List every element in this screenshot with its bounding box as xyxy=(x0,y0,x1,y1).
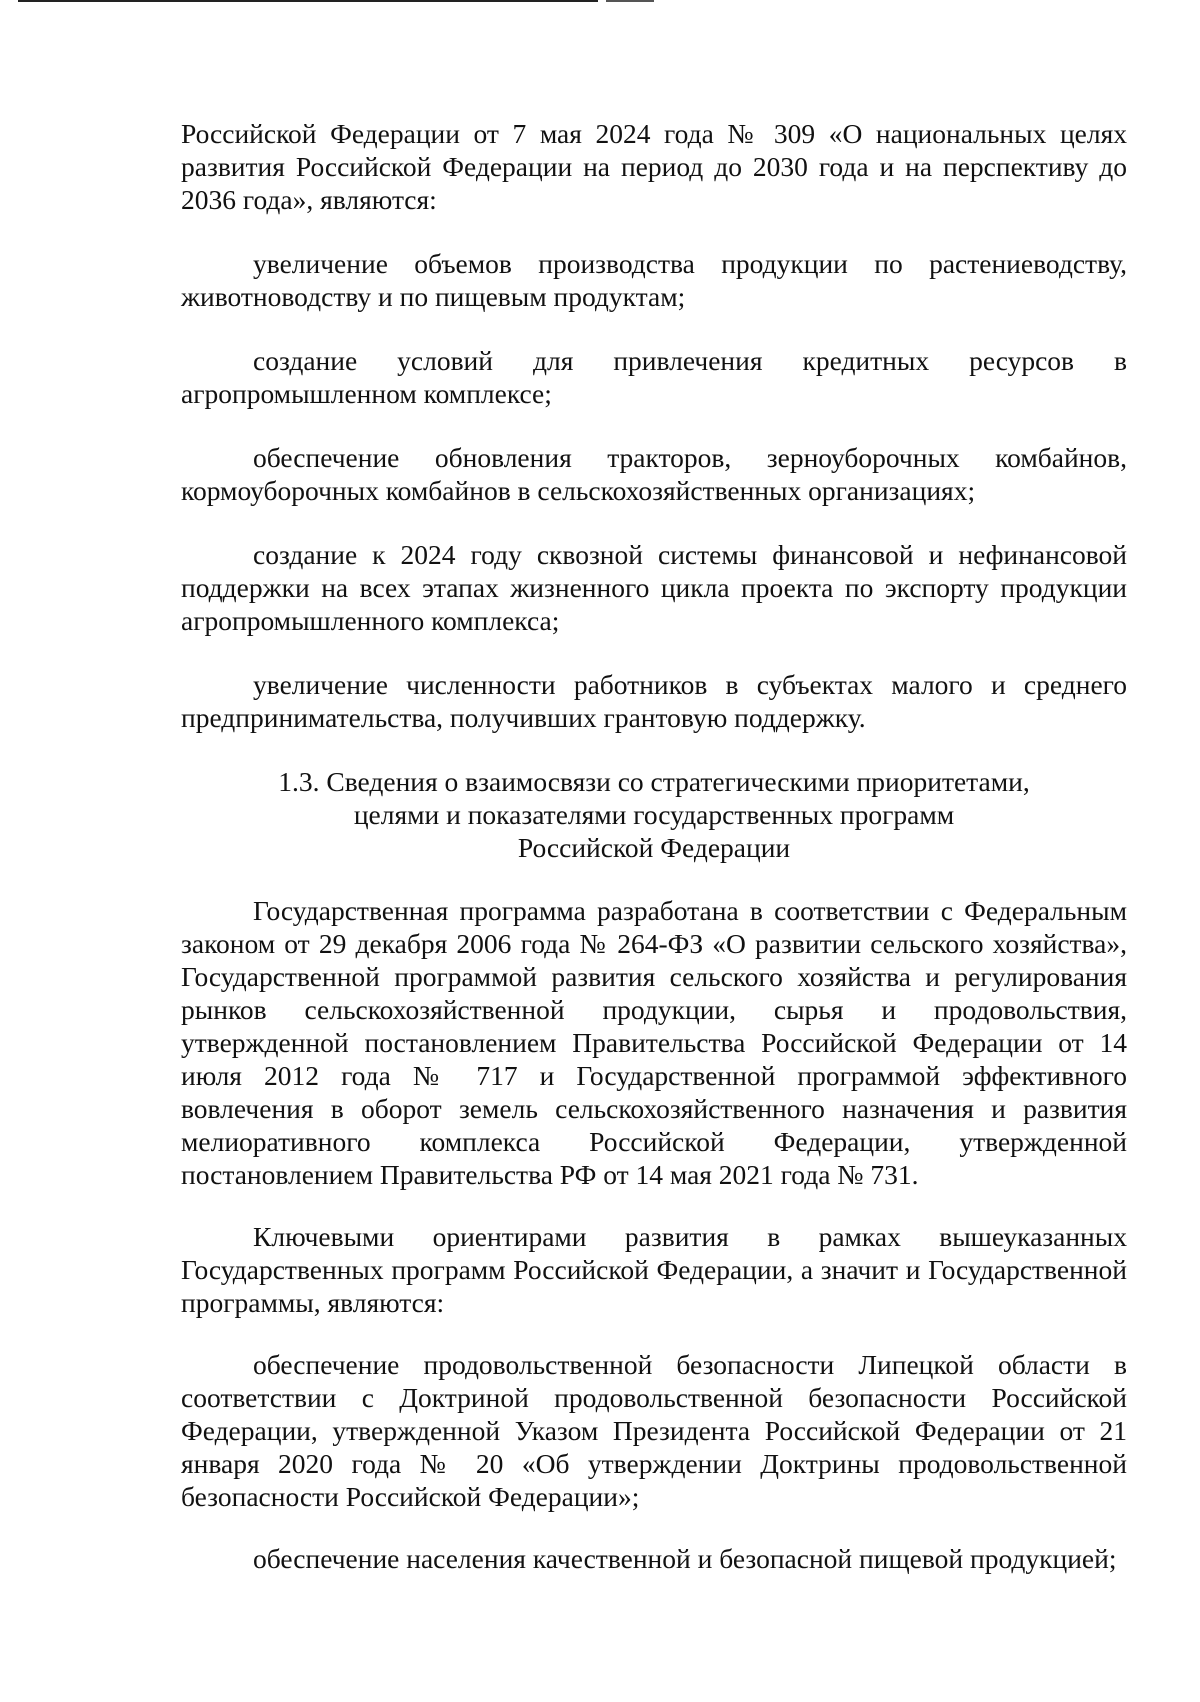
list-item: обеспечение населения качественной и безопасной пищевой продукцией; xyxy=(253,1543,1117,1574)
paragraph-line: Российской Федерации от 7 мая 2024 года № 309 «О национальных целях xyxy=(181,118,1127,149)
paragraph: Ключевыми ориентирами развития в рамках вышеуказанных Государственных программ Российской Федерации, а значит и Государственной программы, являются: xyxy=(181,1221,1127,1318)
paragraph-continuation xyxy=(181,117,1127,216)
list-item: увеличение численности работников в субъектах малого и среднего предпринимательства, получивших грантовую поддержку. xyxy=(181,669,1127,733)
list-item: создание к 2024 году сквозной системы финансовой и нефинансовой поддержки на всех этапах жизненного цикла проекта по экспорту продукции агропромышленного комплекса; xyxy=(181,539,1127,636)
section-heading-line: 1.3. Сведения о взаимосвязи со стратегическими приоритетами, xyxy=(278,766,1030,797)
list-item: создание условий для привлечения кредитных ресурсов в агропромышленном комплексе; xyxy=(181,345,1127,409)
list-item: обеспечение продовольственной безопасности Липецкой области в соответствии с Доктриной продовольственной безопасности Российской Федерации, утвержденной Указом Президента Российской Федерации от 21 января 2020 года № 20 «Об утверждении Доктрины продовольственной безопасности Российской Федерации»; xyxy=(181,1349,1127,1512)
scan-edge-line-short xyxy=(606,0,654,2)
document-body xyxy=(181,117,1127,1604)
paragraph-line: 2036 года», являются: xyxy=(181,184,437,215)
list-item: обеспечение обновления тракторов, зерноуборочных комбайнов, кормоуборочных комбайнов в сельскохозяйственных организациях; xyxy=(181,442,1127,506)
section-heading-line: Российской Федерации xyxy=(517,832,791,863)
section-heading xyxy=(181,765,1127,864)
section-heading-line: целями и показателями государственных программ xyxy=(353,799,955,830)
scan-edge-line xyxy=(18,0,598,2)
paragraph: Государственная программа разработана в соответствии с Федеральным законом от 29 декабря 2006 года № 264-ФЗ «О развитии сельского хозяйства», Государственной программой развития сельского хозяйства и регулирования рынков сельскохозяйственной продукции, сырья и продовольствия, утвержденной постановлением Правительства Российской Федерации от 14 июля 2012 года № 717 и Государственной программой эффективного вовлечения в оборот земель сельскохозяйственного назначения и развития мелиоративного комплекса Российской Федерации, утвержденной постановлением Правительства РФ от 14 мая 2021 года № 731. xyxy=(181,895,1127,1190)
list-item: увеличение объемов производства продукции по растениеводству, животноводству и по пищевым продуктам; xyxy=(181,248,1127,312)
paragraph-line: развития Российской Федерации на период до 2030 года и на перспективу до xyxy=(181,151,1127,182)
